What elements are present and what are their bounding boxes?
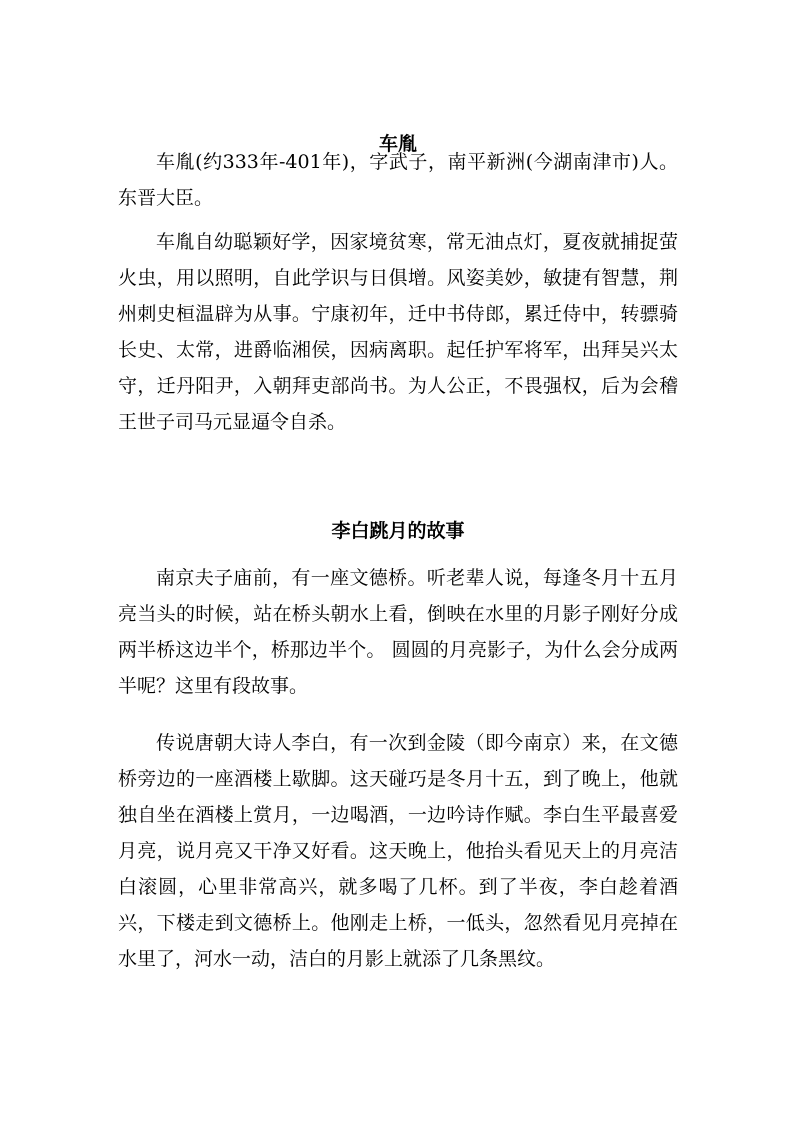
section-paragraph: 传说唐朝大诗人李白，有一次到金陵（即今南京）来，在文德桥旁边的一座酒楼上歇脚。这天碰巧是冬月十五，到了晚上，他就独自坐在酒楼上赏月，一边喝酒，一边吟诗作赋。李白生平最喜爱月亮，说月亮又干净又好看。这天晚上，他抬头看见天上的月亮洁白滚圆，心里非常高兴，就多喝了几杯。到了半夜，李白趁着酒兴，下楼走到文德桥上。他刚走上桥，一低头，忽然看见月亮掉在水里了，河水一动，洁白的月影上就添了几条黑纹。 [118,732,678,970]
section-paragraph: 车胤自幼聪颖好学，因家境贫寒，常无油点灯，夏夜就捕捉萤火虫，用以照明，自此学识与日俱增。风姿美妙，敏捷有智慧，荆州刺史桓温辟为从事。宁康初年，迁中书侍郎，累迁侍中，转骠骑长史、太常，进爵临湘侯，因病离职。起任护军将军，出拜吴兴太守，迁丹阳尹，入朝拜吏部尚书。为人公正，不畏强权，后为会稽王世子司马元显逼令自杀。 [118,231,678,433]
section-title-li-bai: 李白跳月的故事 [331,520,465,542]
section-title-che-yin: 车胤 [378,133,417,155]
section-paragraph: 车胤(约333年-401年)，字武子，南平新洲(今湖南津市)人。东晋大臣。 [118,151,678,209]
section-paragraph: 南京夫子庙前，有一座文德桥。听老辈人说，每逢冬月十五月亮当头的时候，站在桥头朝水上看，倒映在水里的月影子刚好分成两半桥这边半个，桥那边半个。 圆圆的月亮影子，为什么会分成两半呢？这里有段故事。 [118,567,678,697]
